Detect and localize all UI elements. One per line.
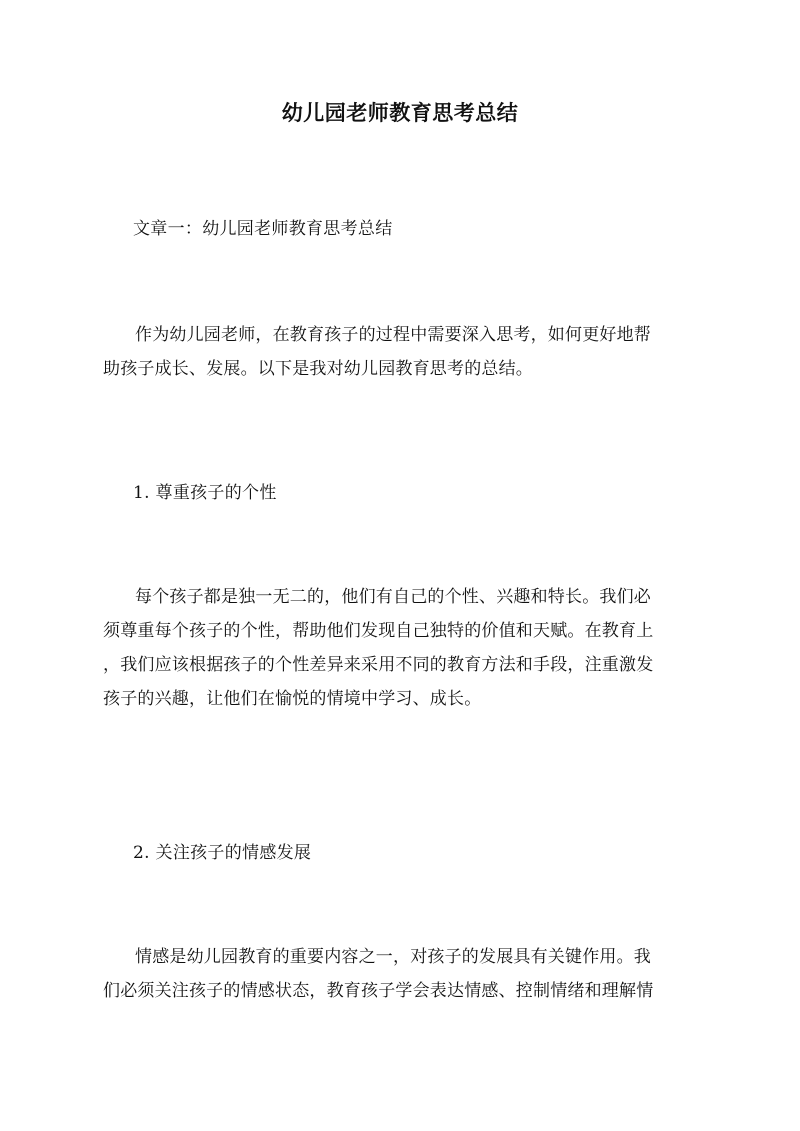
section-2-line-1: 情感是幼儿园教育的重要内容之一，对孩子的发展具有关键作用。我 bbox=[135, 947, 651, 967]
section-1-line-2: 须尊重每个孩子的个性，帮助他们发现自己独特的价值和天赋。在教育上 bbox=[103, 621, 654, 641]
intro-paragraph bbox=[103, 318, 713, 386]
intro-line-1: 作为幼儿园老师，在教育孩子的过程中需要深入思考，如何更好地帮 bbox=[135, 325, 651, 345]
section-1-paragraph bbox=[103, 580, 713, 716]
section-2-paragraph bbox=[103, 940, 713, 1008]
section-2-line-2: 们必须关注孩子的情感状态，教育孩子学会表达情感、控制情绪和理解情 bbox=[103, 981, 654, 1001]
section-1-line-4: 孩子的兴趣，让他们在愉悦的情境中学习、成长。 bbox=[103, 689, 482, 709]
document-title: 幼儿园老师教育思考总结 bbox=[281, 100, 519, 125]
section-1-heading: 1. 尊重孩子的个性 bbox=[133, 483, 277, 503]
section-1-line-1: 每个孩子都是独一无二的，他们有自己的个性、兴趣和特长。我们必 bbox=[135, 587, 651, 607]
document-subtitle: 文章一：幼儿园老师教育思考总结 bbox=[133, 219, 393, 239]
section-1-line-3: ，我们应该根据孩子的个性差异来采用不同的教育方法和手段，注重激发 bbox=[103, 655, 654, 675]
intro-line-2: 助孩子成长、发展。以下是我对幼儿园教育思考的总结。 bbox=[103, 359, 533, 379]
section-2-heading: 2. 关注孩子的情感发展 bbox=[133, 843, 312, 863]
